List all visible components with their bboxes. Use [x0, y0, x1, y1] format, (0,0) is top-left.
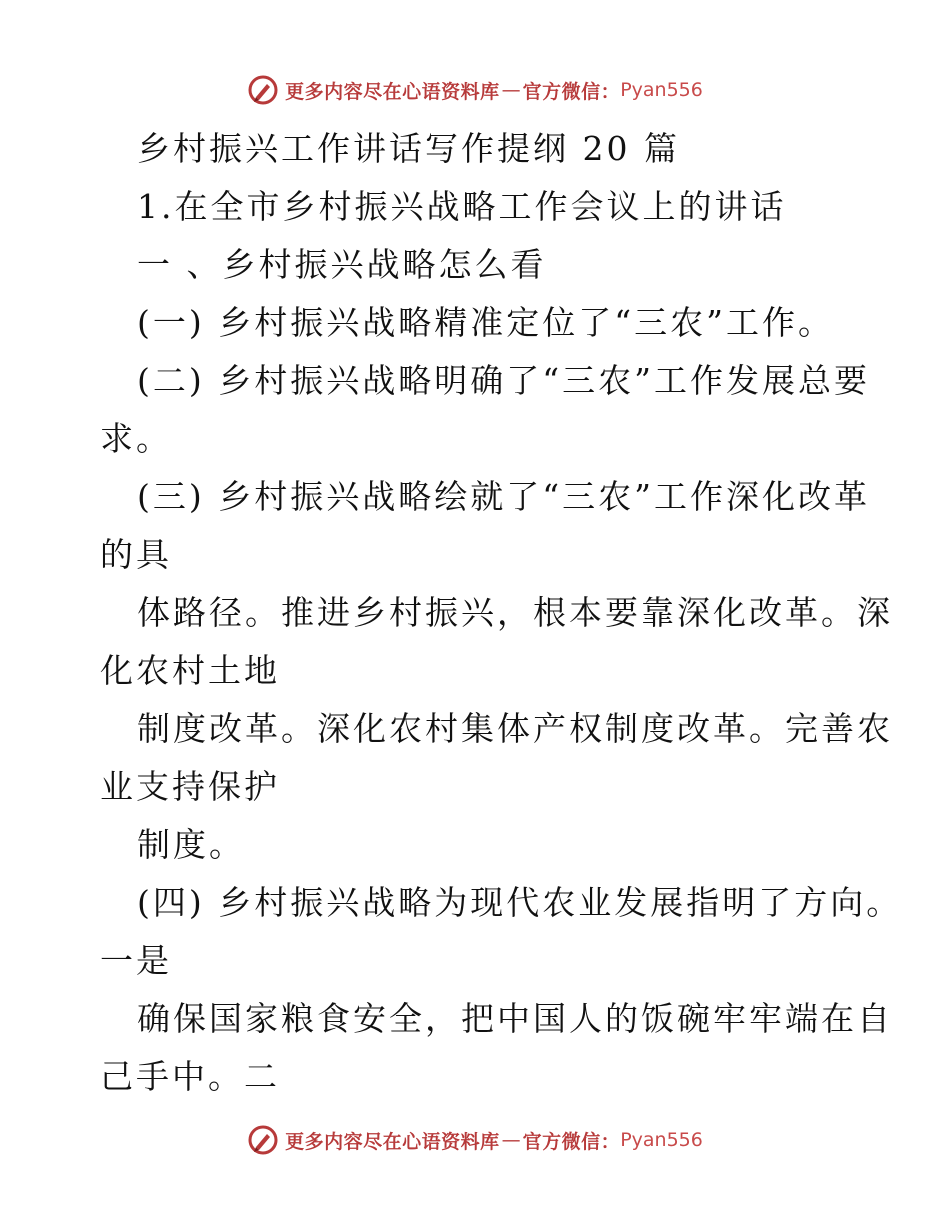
paragraph-line: 求。 [100, 419, 172, 458]
document-body [100, 120, 903, 1106]
speech-heading: 1.在全市乡村振兴战略工作会议上的讲话 [137, 187, 787, 226]
header-banner [0, 70, 950, 110]
document-title: 乡村振兴工作讲话写作提纲 20 篇 [137, 129, 680, 168]
paragraph-line: 的具 [100, 535, 172, 574]
paragraph-line: 制度改革。深化农村集体产权制度改革。完善农 [137, 709, 893, 748]
pen-logo-icon [247, 1124, 279, 1156]
footer-banner-text: 更多内容尽在心语资料库 [285, 1130, 500, 1153]
paragraph-line: 业支持保护 [100, 767, 280, 806]
paragraph-line: 己手中。二 [100, 1057, 280, 1096]
paragraph-line: 制度。 [137, 825, 245, 864]
footer-contact-handle: Pyan556 [620, 1129, 703, 1151]
paragraph-line: (三) 乡村振兴战略绘就了“三农”工作深化改革 [137, 477, 870, 516]
paragraph-line: 确保国家粮食安全，把中国人的饭碗牢牢端在自 [137, 999, 893, 1038]
header-contact-handle: Pyan556 [620, 79, 703, 101]
paragraph-line: (四) 乡村振兴战略为现代农业发展指明了方向。 [137, 883, 903, 922]
section-heading: 一 、乡村振兴战略怎么看 [137, 245, 547, 284]
footer-banner [0, 1120, 950, 1160]
paragraph-line: (二) 乡村振兴战略明确了“三农”工作发展总要 [137, 361, 870, 400]
header-banner-text: 更多内容尽在心语资料库 [285, 80, 500, 103]
pen-logo-icon [247, 74, 279, 106]
header-separator: — [501, 79, 521, 101]
header-contact-label: 官方微信： [522, 80, 621, 103]
paragraph-line: 体路径。推进乡村振兴，根本要靠深化改革。深 [137, 593, 893, 632]
footer-separator: — [501, 1129, 521, 1151]
footer-contact-label: 官方微信： [522, 1130, 621, 1153]
paragraph-line: 一是 [100, 941, 172, 980]
paragraph-line: (一) 乡村振兴战略精准定位了“三农”工作。 [137, 303, 834, 342]
paragraph-line: 化农村土地 [100, 651, 280, 690]
